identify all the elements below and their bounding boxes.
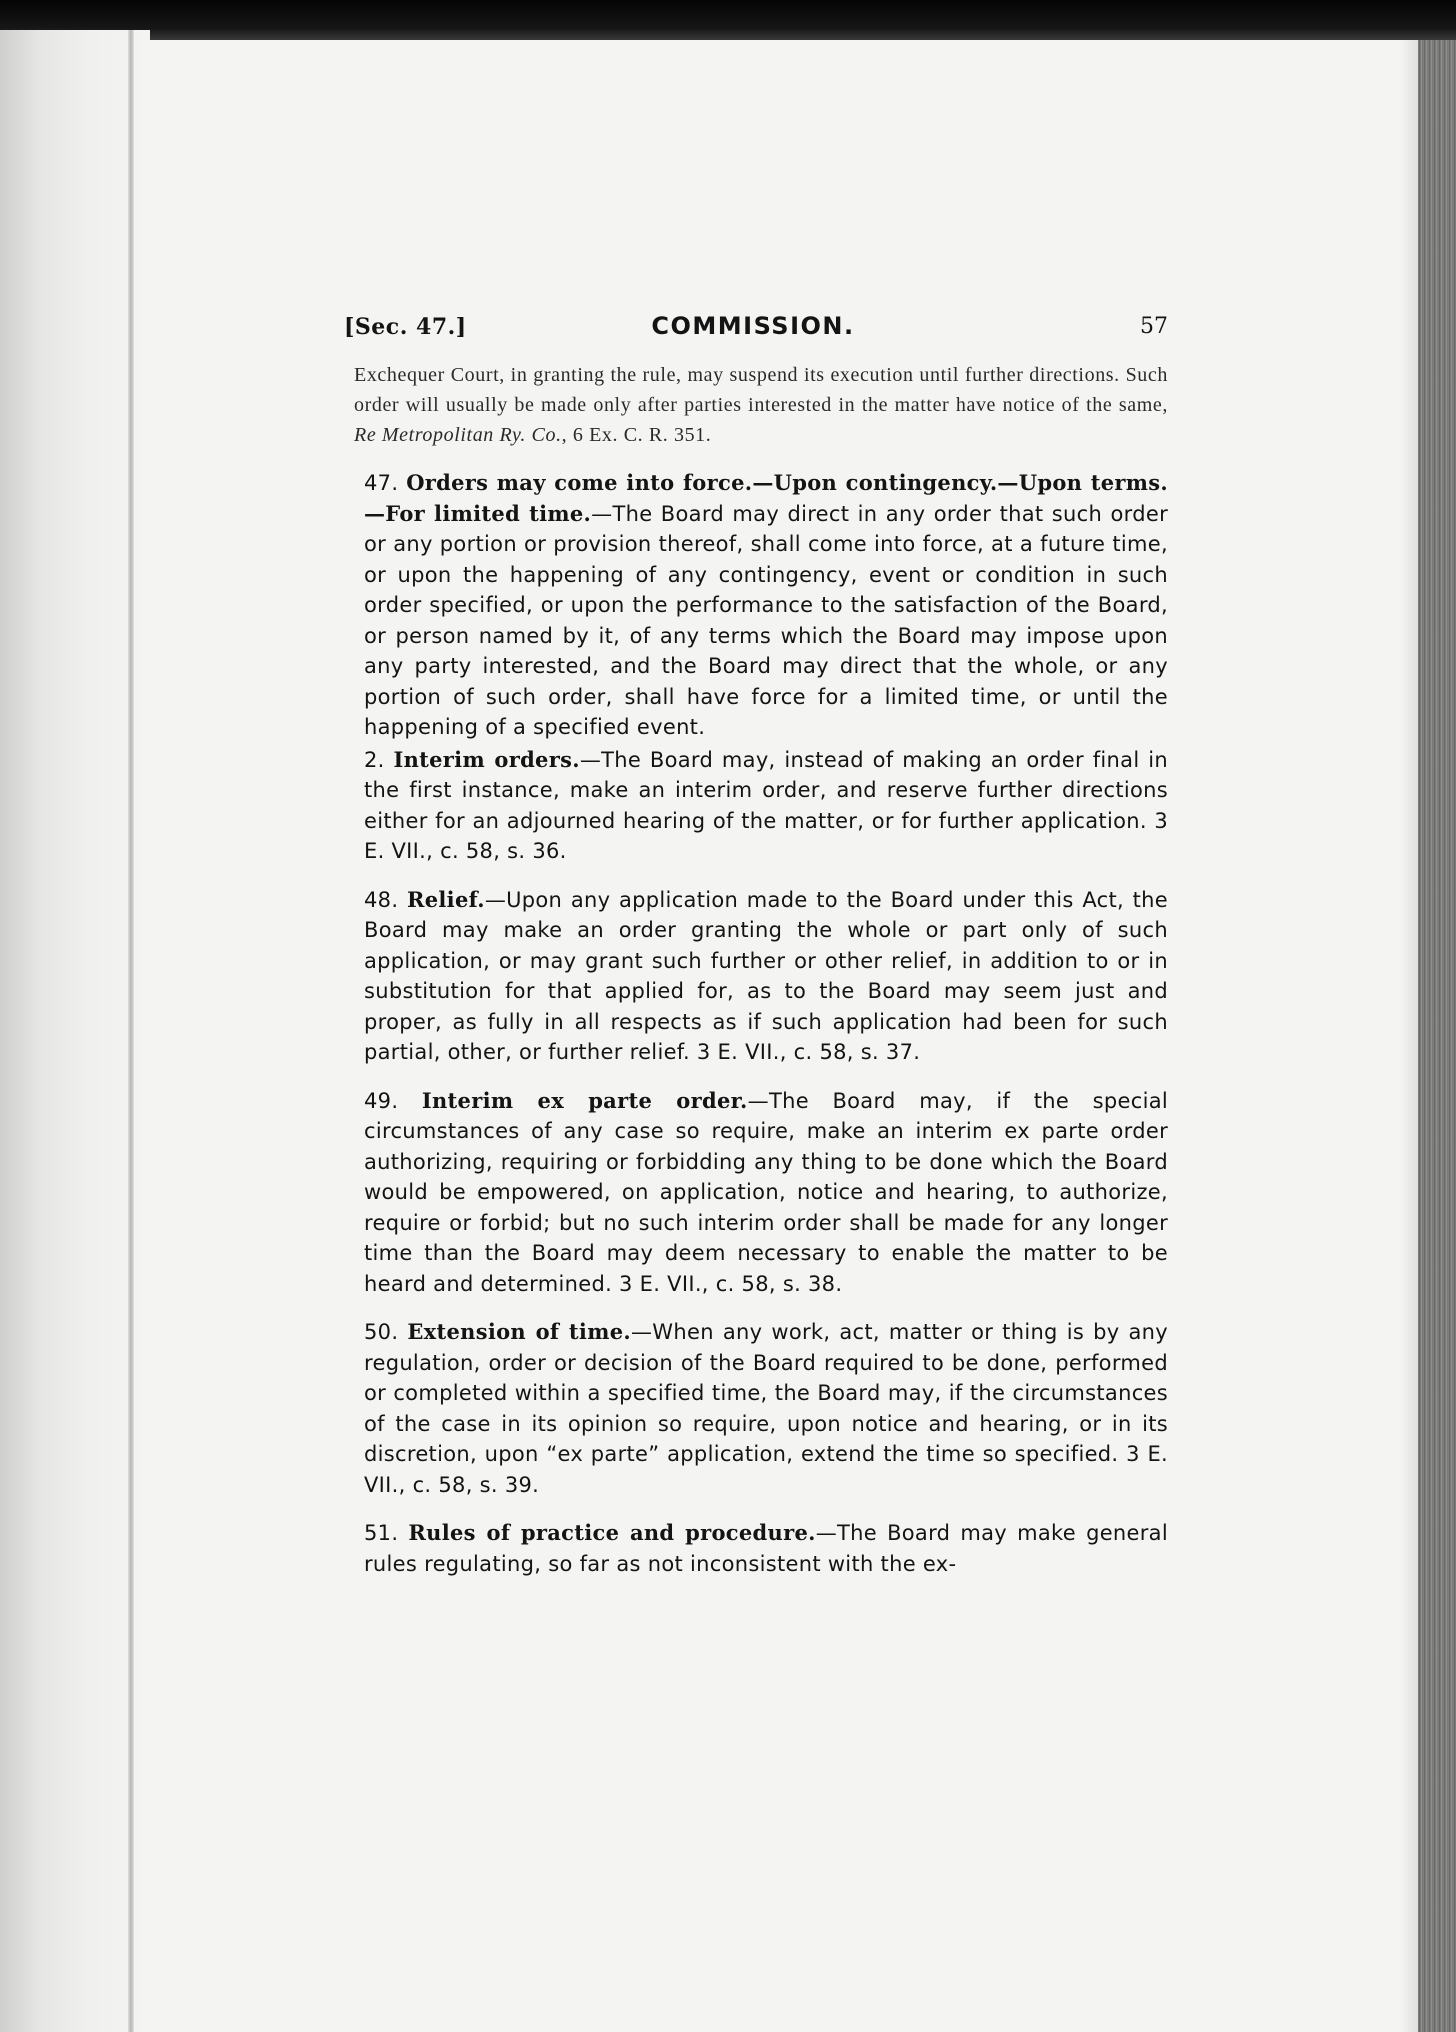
section-49 <box>346 1086 1168 1300</box>
section-number: 49. <box>364 1088 399 1113</box>
footnote-continuation <box>354 360 1168 450</box>
section-text: —The Board may make general rules regulating, so far as not inconsistent with the ex- <box>364 1521 1168 1576</box>
section-51 <box>346 1518 1168 1579</box>
section-text: —The Board may, if the special circumstances of any case so require, make an interim ex parte order authorizing, requiring or forbidding any thing to be done which the Board would be empowered, on application, notice and hearing, to authorize, require or forbid; but no such interim order shall be made for any longer time than the Board may deem necessary to enable the matter to be heard and determined. 3 E. VII., c. 58, s. 38. <box>364 1088 1169 1296</box>
section-number: 48. <box>364 887 399 912</box>
page-number: 57 <box>1140 314 1168 339</box>
section-48 <box>346 885 1168 1068</box>
note-text: Exchequer Court, in granting the rule, may suspend its execution until further directions. Such order will usually be made only after parties interested in the matter have notice of the same, <box>354 364 1168 416</box>
section-heading: Orders may come into force.—Upon contingency.—Upon terms.—For limited time. <box>364 470 1168 526</box>
section-number: 51. <box>364 1521 399 1545</box>
section-text: —Upon any application made to the Board under this Act, the Board may make an order granting the whole or part only of such application, or may grant such further or other relief, in addition to or in substitution for that applied for, as to the Board may seem just and proper, as fully in all respects as if such application had been for such partial, other, or further relief. 3 E. VII., c. 58, s. 37. <box>364 887 1168 1064</box>
book-spine <box>128 30 134 2032</box>
subsection-text: —The Board may, instead of making an order final in the first instance, make an interim order, and reserve further directions either for an adjourned hearing of the matter, or for further application. 3 E. VII., c. 58, s. 36. <box>364 747 1169 863</box>
subsection-heading: Interim orders. <box>393 746 580 772</box>
section-number: 50. <box>364 1320 399 1344</box>
section-heading: Rules of practice and procedure. <box>408 1520 816 1545</box>
section-number: 47. <box>364 471 399 495</box>
section-50 <box>346 1317 1168 1500</box>
section-47 <box>346 468 1168 743</box>
subsection-number: 2. <box>364 747 385 772</box>
section-text: —When any work, act, matter or thing is by any regulation, order or decision of the Board required to be done, performed or completed within a specified time, the Board may, if the circumstances of the case in its opinion so require, upon notice and hearing, or in its discretion, upon “ex parte” application, extend the time so specified. 3 E. VII., c. 58, s. 39. <box>364 1320 1168 1497</box>
section-heading: Extension of time. <box>407 1319 631 1344</box>
running-head-title: COMMISSION. <box>651 312 855 340</box>
section-heading: Relief. <box>406 886 485 912</box>
running-head <box>338 300 1168 348</box>
scanner-top-edge <box>0 0 1456 40</box>
note-citation: , 6 Ex. C. R. 351. <box>561 424 712 446</box>
page-content <box>338 300 1168 1579</box>
case-citation: Re Metropolitan Ry. Co. <box>354 424 562 446</box>
section-text: —The Board may direct in any order that such order or any portion or provision thereof, shall come into force, at a future time, or upon the happening of any contingency, event or condition in such order specified, or upon the performance to the satisfaction of the Board, or person named by it, of any terms which the Board may impose upon any party interested, and the Board may direct that the whole, or any portion of such order, shall have force for a limited time, or until the happening of a specified event. <box>364 501 1169 739</box>
running-head-section: [Sec. 47.] <box>344 314 467 340</box>
section-47-subsection-2 <box>346 745 1168 867</box>
section-heading: Interim ex parte order. <box>421 1087 748 1113</box>
page-edges <box>1418 40 1456 2032</box>
